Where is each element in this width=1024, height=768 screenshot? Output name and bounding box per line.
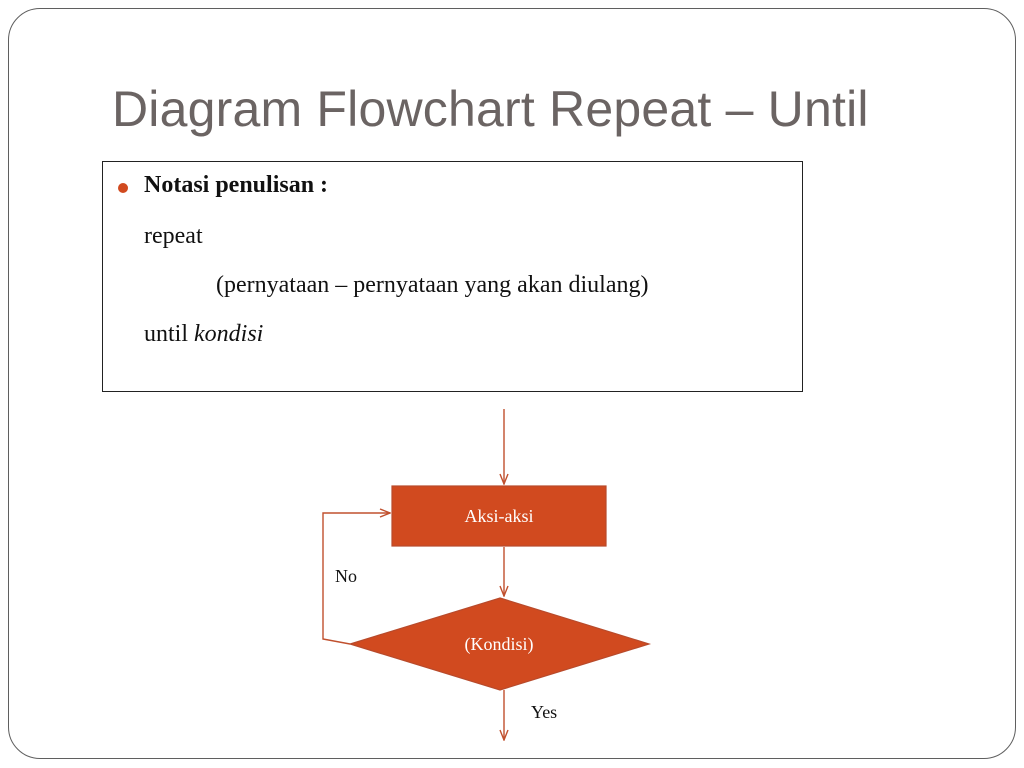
condition-label: (Kondisi) bbox=[464, 634, 534, 654]
until-keyword: until bbox=[144, 321, 189, 347]
action-label: Aksi-aksi bbox=[464, 506, 534, 526]
slide-title: Diagram Flowchart Repeat – Until bbox=[112, 81, 869, 137]
repeat-keyword: repeat bbox=[144, 223, 203, 249]
no-label: No bbox=[335, 566, 357, 586]
yes-label: Yes bbox=[531, 702, 558, 722]
notation-heading: Notasi penulisan : bbox=[144, 172, 329, 198]
repeated-statement: (pernyataan – pernyataan yang akan diulang) bbox=[216, 272, 649, 298]
until-condition: kondisi bbox=[194, 321, 264, 347]
